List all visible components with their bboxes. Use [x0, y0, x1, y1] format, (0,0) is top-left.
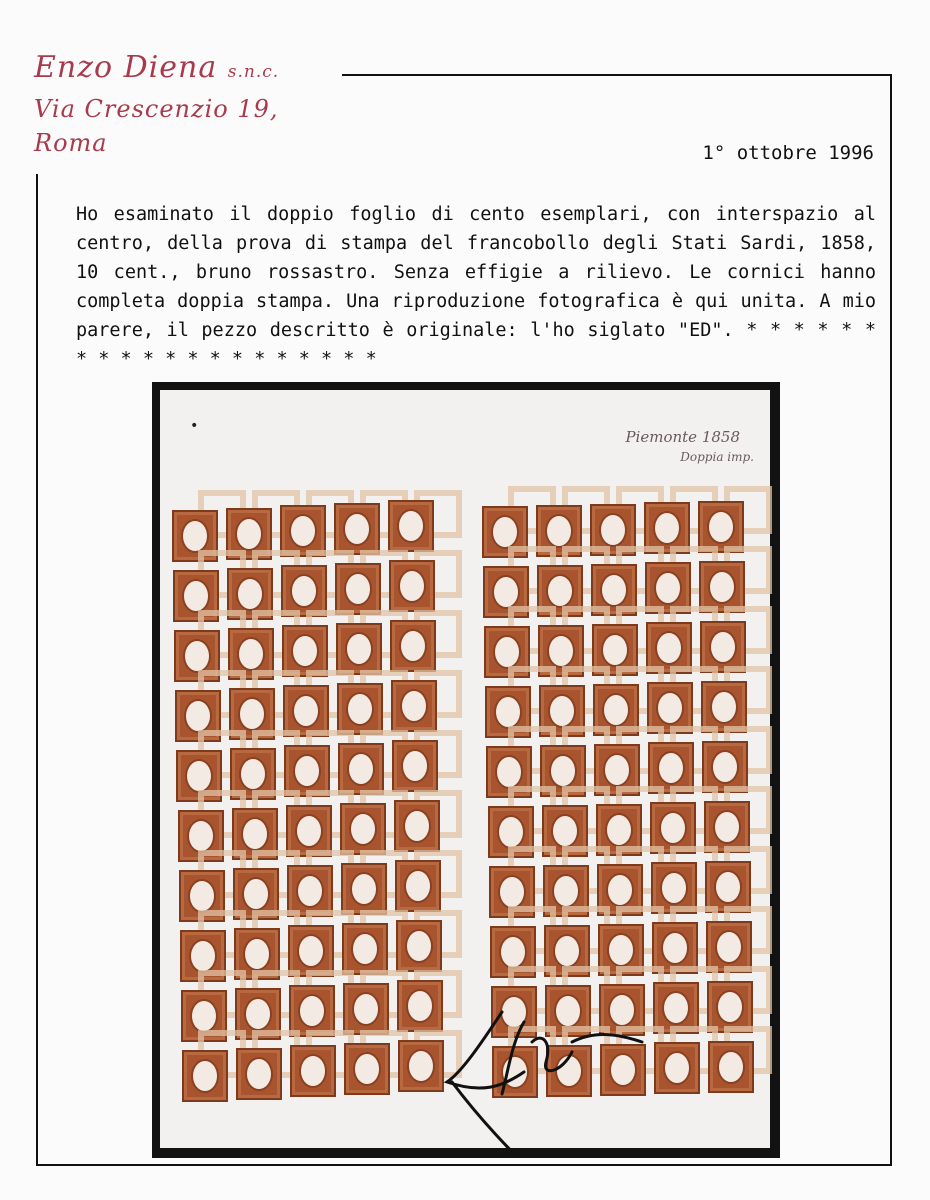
stamp [334, 503, 380, 555]
right-rule [890, 74, 892, 1166]
stamp [290, 1045, 336, 1097]
stamp [600, 1044, 646, 1096]
certificate-date: 1° ottobre 1996 [702, 142, 874, 164]
stamp [388, 500, 434, 552]
edge-mark: • [190, 418, 199, 434]
stamp [398, 1040, 444, 1092]
stamp [390, 620, 436, 672]
stamp [335, 563, 381, 615]
stamp [392, 740, 438, 792]
sheet-paper [160, 390, 770, 1148]
stamp [338, 743, 384, 795]
firm-address: Via Crescenzio 19, Roma [34, 95, 279, 157]
stamp [236, 1048, 282, 1100]
stamp [395, 860, 441, 912]
stamp [492, 1046, 538, 1098]
sheet-inscription: Piemonte 1858 [625, 428, 740, 446]
stamp [341, 863, 387, 915]
stamp [343, 983, 389, 1035]
top-rule [342, 74, 892, 76]
stamp [337, 683, 383, 735]
letterhead [34, 48, 324, 160]
right-pane [482, 506, 772, 1146]
left-rule [36, 174, 38, 1166]
bottom-rule [36, 1164, 892, 1166]
stamp [391, 680, 437, 732]
stamp-sheet-photo [152, 382, 780, 1158]
firm-name: Enzo Diena [34, 50, 218, 85]
stamp [340, 803, 386, 855]
stamp [396, 920, 442, 972]
stamp [546, 1045, 592, 1097]
stamp [708, 1041, 754, 1093]
stamp [336, 623, 382, 675]
stamp [182, 1050, 228, 1102]
left-pane [172, 510, 462, 1150]
stamp [654, 1042, 700, 1094]
firm-suffix: s.n.c. [227, 62, 280, 82]
certificate-text: Ho esaminato il doppio foglio di cento esemplari, con interspazio al centro, della prova di stampa del francobollo degli Stati Sardi, 1858, 10 cent., bruno rossastro. Senza effigie a rilievo. Le cornici hanno completa doppia stampa. Una riproduzione fotografica è qui unita. A mio parere, il pezzo descritto è originale: l'ho siglato "ED". * * * * * * * * * * * * * * * * * * * * [76, 204, 876, 370]
stamp [389, 560, 435, 612]
stamp [342, 923, 388, 975]
firm-name-line [34, 48, 324, 92]
stamp [394, 800, 440, 852]
sheet-inscription-note: Doppia imp. [680, 450, 754, 464]
stamp [344, 1043, 390, 1095]
stamp [397, 980, 443, 1032]
